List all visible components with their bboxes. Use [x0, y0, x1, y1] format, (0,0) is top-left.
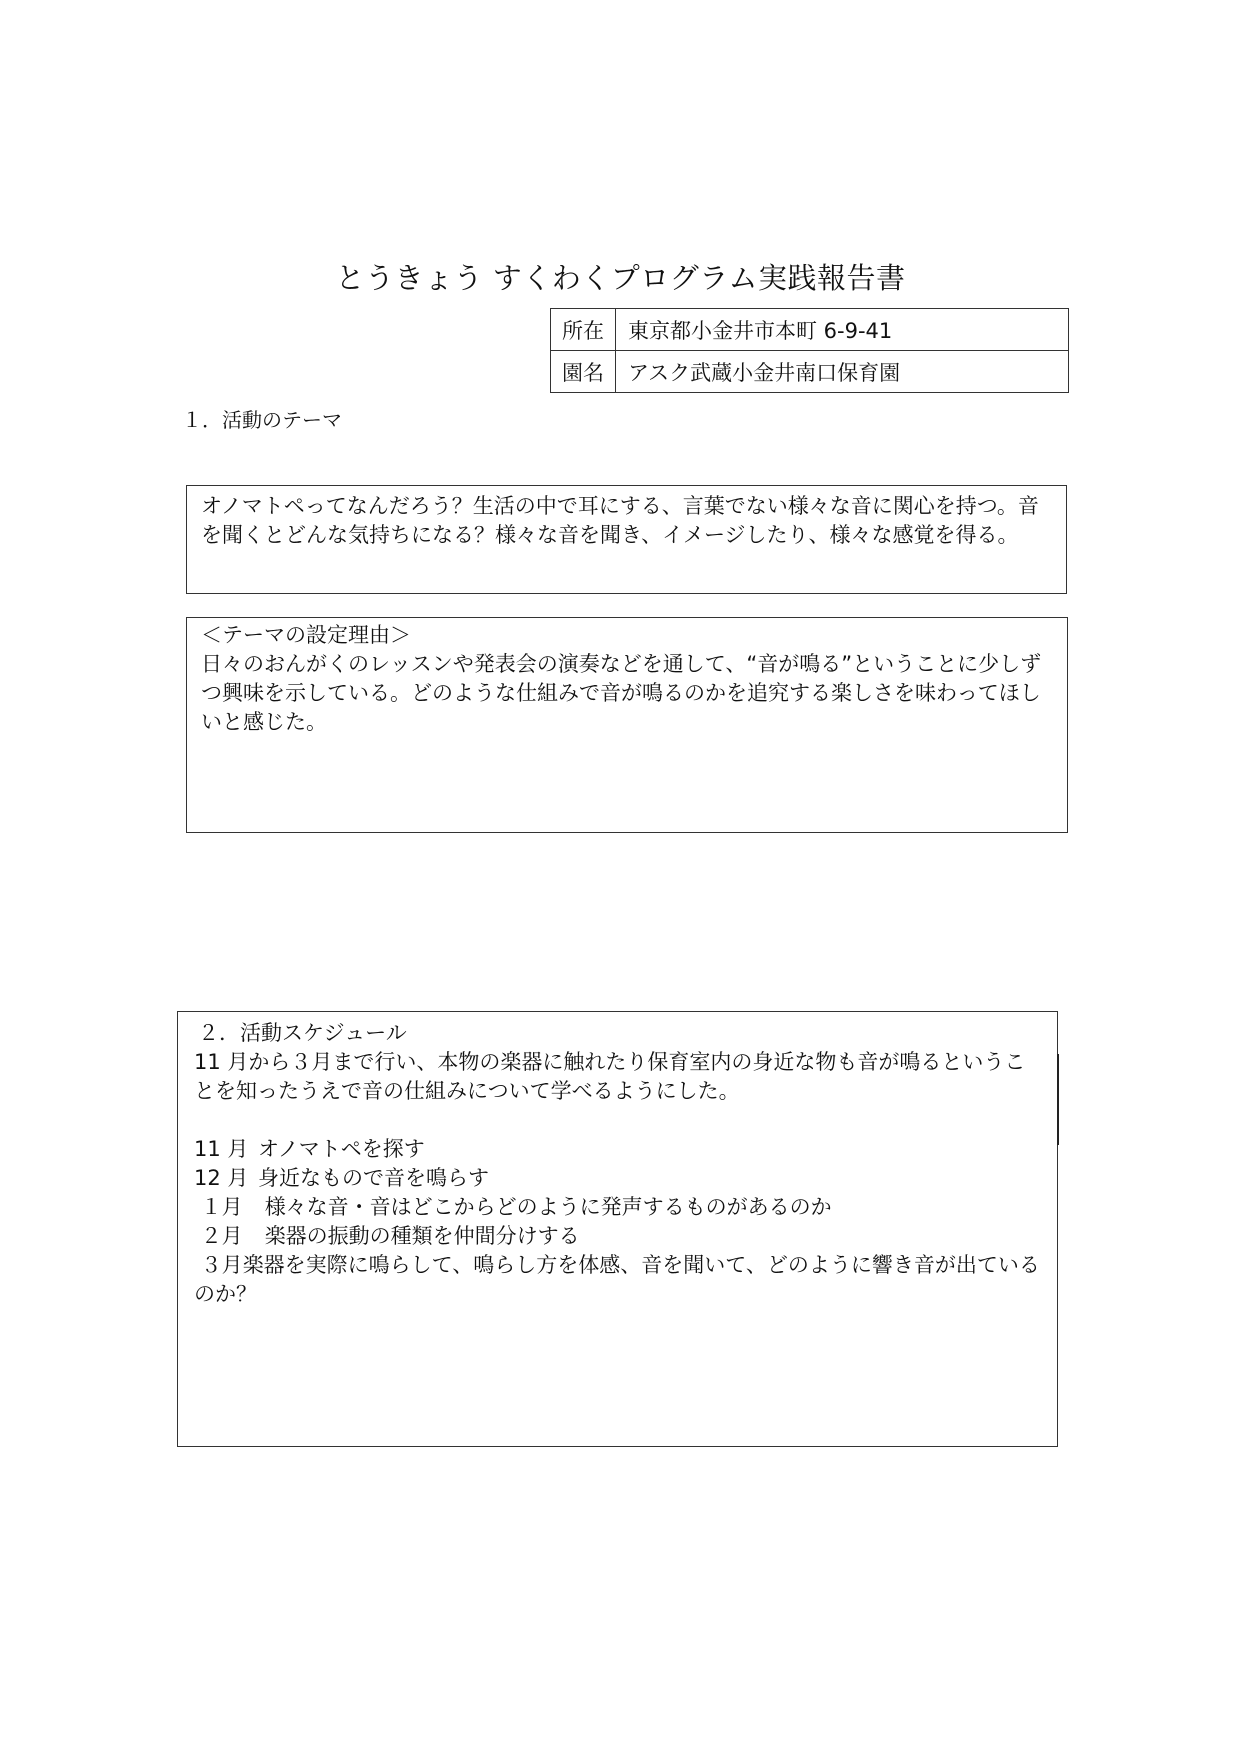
schedule-activity: 様々な音・音はどこからどのように発声するものがあるのか — [264, 1195, 832, 1219]
facility-name-row — [551, 351, 1069, 393]
schedule-month: 12 月 — [194, 1166, 249, 1190]
margin-rule — [1057, 1054, 1059, 1145]
theme-reason-text: 日々のおんがくのレッスンや発表会の演奏などを通して、“音が鳴る”ということに少しずつ興味を示している。どのような仕組みで音が鳴るのかを追究する楽しさを味わってほしいと感じた。 — [201, 652, 1042, 734]
facility-name-value: アスク武蔵小金井南口保育園 — [616, 351, 1069, 393]
theme-reason-heading: ＜テーマの設定理由＞ — [201, 623, 411, 647]
schedule-month: ３月 — [200, 1253, 243, 1277]
location-row — [551, 309, 1069, 351]
schedule-item — [194, 1251, 1041, 1309]
schedule-item — [194, 1135, 1041, 1164]
page-title: とうきょう すくわくプログラム実践報告書 — [335, 261, 906, 295]
location-value: 東京都小金井市本町 6-9-41 — [616, 309, 1069, 351]
spacer — [194, 1106, 1041, 1135]
schedule-box — [177, 1011, 1058, 1447]
schedule-activity: オノマトペを探す — [258, 1137, 425, 1161]
schedule-item — [194, 1222, 1041, 1251]
location-label: 所在 — [551, 309, 616, 351]
schedule-item — [194, 1164, 1041, 1193]
theme-box — [186, 485, 1067, 594]
theme-text: オノマトペってなんだろう？生活の中で耳にする、言葉でない様々な音に関心を持つ。音を聞くとどんな気持ちになる？様々な音を聞き、イメージしたり、様々な感覚を得る。 — [201, 494, 1039, 547]
schedule-month: １月 — [200, 1195, 243, 1219]
theme-reason-box — [186, 617, 1068, 833]
schedule-month: ２月 — [200, 1224, 243, 1248]
section-2-heading: ２．活動スケジュール — [198, 1021, 407, 1045]
section-1-heading: １．活動のテーマ — [182, 408, 342, 432]
schedule-activity: 楽器の振動の種類を仲間分けする — [264, 1224, 580, 1248]
schedule-activity: 身近なもので音を鳴らす — [258, 1166, 489, 1190]
schedule-intro: 11 月から３月まで行い、本物の楽器に触れたり保育室内の身近な物も音が鳴るということを知ったうえで音の仕組みについて学べるようにした。 — [194, 1050, 1026, 1103]
schedule-month: 11 月 — [194, 1137, 249, 1161]
facility-name-label: 園名 — [551, 351, 616, 393]
schedule-item — [194, 1193, 1041, 1222]
facility-info-table — [550, 308, 1069, 393]
schedule-activity: 楽器を実際に鳴らして、鳴らし方を体感、音を聞いて、どのように響き音が出ているのか？ — [194, 1253, 1040, 1306]
